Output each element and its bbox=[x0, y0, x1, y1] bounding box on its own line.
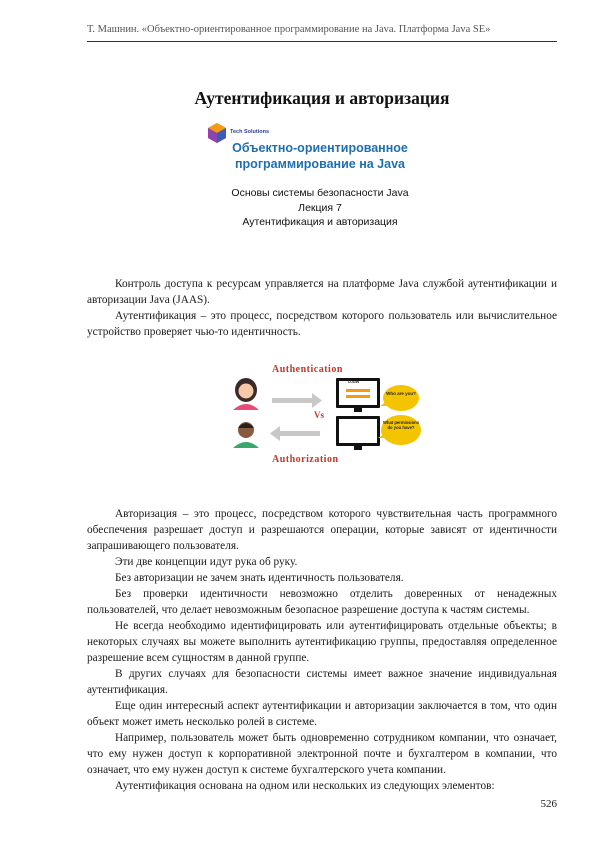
slide-brand: Tech Solutions bbox=[230, 129, 270, 135]
arrow-right-icon bbox=[272, 393, 322, 408]
intro-text bbox=[87, 276, 557, 340]
slide-course-line2: программирование на Java bbox=[235, 157, 405, 171]
header-rule bbox=[87, 41, 557, 42]
slide-course-line1: Объектно-ориентированное bbox=[232, 141, 408, 155]
paragraph: Контроль доступа к ресурсам управляется на платформе Java службой аутентификации и авторизации Java (JAAS). bbox=[87, 278, 557, 306]
paragraph: В других случаях для безопасности системы имеет важное значение индивидуальная аутентификация. bbox=[87, 668, 557, 696]
login-label: LOGIN bbox=[348, 380, 360, 384]
body-text bbox=[87, 506, 557, 794]
paragraph: Аутентификация основана на одном или нескольких из следующих элементов: bbox=[115, 780, 495, 792]
who-are-you-text: Who are you? bbox=[386, 391, 416, 396]
user-female-icon bbox=[233, 378, 259, 410]
slide-sub-line2: Лекция 7 bbox=[298, 201, 342, 214]
lecture-slide-image bbox=[200, 120, 440, 240]
running-header: Т. Машнин. «Объектно-ориентированное программирование на Java. Платформа Java SE» bbox=[87, 24, 491, 35]
slide-sub-line3: Аутентификация и авторизация bbox=[242, 216, 398, 228]
monitor-icon bbox=[336, 416, 380, 450]
vs-label: Vs bbox=[314, 410, 325, 420]
paragraph: Еще один интересный аспект аутентификации и авторизации заключается в том, что один объект может иметь несколько ролей в системе. bbox=[87, 700, 557, 728]
section-title: Аутентификация и авторизация bbox=[194, 88, 450, 108]
paragraph: Без авторизации не зачем знать идентичность пользователя. bbox=[115, 572, 404, 584]
slide-sub-line1: Основы системы безопасности Java bbox=[231, 187, 409, 199]
authorization-label: Authorization bbox=[272, 454, 339, 465]
paragraph: Аутентификация – это процесс, посредством которого пользователь или вычислительное устройство проверяет чью-то идентичность. bbox=[87, 310, 557, 338]
slide-course-title bbox=[200, 140, 440, 172]
arrow-left-icon bbox=[270, 426, 320, 441]
paragraph: Например, пользователь может быть одновременно сотрудником компании, что означает, что ему нужен доступ к корпоративной электронной почте и бухгалтером в компании, что означает, что ему нужен доступ к системе бухгалтерского учета компании. bbox=[87, 732, 557, 776]
paragraph: Эти две концепции идут рука об руку. bbox=[115, 556, 298, 568]
permissions-text: What permissions do you have? bbox=[382, 420, 420, 430]
paragraph: Авторизация – это процесс, посредством которого чувствительная часть программного обеспечения разрешает доступ и разрешаются операции, которые зависят от идентичности запрашивающего пользователя. bbox=[87, 508, 557, 552]
paragraph: Без проверки идентичности невозможно отделить доверенных от ненадежных пользователей, что делает невозможным безопасное разрешение доступа к частям системы. bbox=[87, 588, 557, 616]
user-male-icon bbox=[233, 422, 259, 448]
paragraph: Не всегда необходимо идентифицировать или аутентифицировать отдельные объекты; в некоторых случаях вы можете выполнить аутентификацию группы, предоставляя определенное разрешение всем сущностям в данной группе. bbox=[87, 620, 557, 664]
authentication-label: Authentication bbox=[272, 364, 343, 375]
slide-subtitle bbox=[200, 186, 440, 230]
auth-vs-authz-diagram bbox=[228, 358, 424, 470]
page-number: 526 bbox=[540, 798, 557, 810]
